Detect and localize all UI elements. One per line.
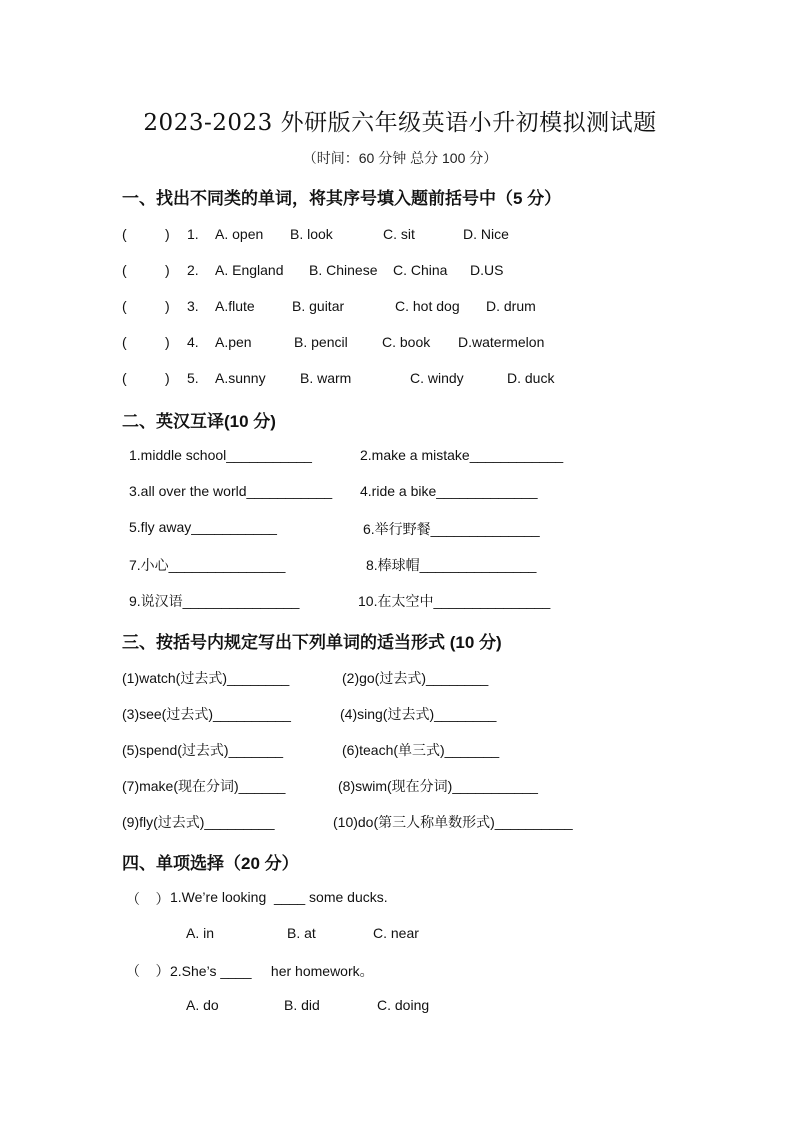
option-b: B. warm: [300, 370, 352, 386]
option-c: C. near: [373, 925, 419, 941]
section-1-heading: 一、找出不同类的单词，将其序号填入题前括号中（5 分）: [122, 189, 562, 208]
translation-item: 6.举行野餐______________: [363, 521, 540, 537]
option-a: A.flute: [215, 298, 255, 314]
answer-paren-open: (: [122, 226, 127, 242]
option-b: B. at: [287, 925, 316, 941]
item-number: 2.: [187, 262, 199, 278]
answer-paren-open: (: [122, 370, 127, 386]
word-form-item: (5)spend(过去式)_______: [122, 742, 284, 758]
answer-paren-open: (: [122, 262, 127, 278]
item-number: 5.: [187, 370, 199, 386]
option-c: C. windy: [410, 370, 464, 386]
word-form-item: (2)go(过去式)________: [342, 670, 489, 686]
question-stem: 2.She’s ____ her homework。: [170, 963, 374, 979]
word-form-item: (8)swim(现在分词)___________: [338, 778, 538, 794]
option-b: B. did: [284, 997, 320, 1013]
word-form-item: (10)do(第三人称单数形式)__________: [333, 814, 573, 830]
option-d: D. drum: [486, 298, 536, 314]
option-c: C. sit: [383, 226, 415, 242]
section-2-heading: 二、英汉互译(10 分): [122, 412, 276, 431]
answer-paren: （ ）: [126, 891, 170, 907]
word-form-item: (6)teach(单三式)_______: [342, 742, 500, 758]
answer-paren: （ ）: [126, 963, 170, 979]
option-c: C. doing: [377, 997, 430, 1013]
answer-paren-open: (: [122, 298, 127, 314]
option-b: B. pencil: [294, 334, 348, 350]
option-a: A. England: [215, 262, 284, 278]
translation-item: 5.fly away___________: [129, 519, 277, 535]
word-form-item: (4)sing(过去式)________: [340, 706, 497, 722]
answer-paren-close: ): [165, 334, 170, 350]
answer-paren-close: ): [165, 262, 170, 278]
question-stem: 1.We’re looking ____ some ducks.: [170, 889, 388, 905]
option-c: C. China: [393, 262, 448, 278]
translation-item: 4.ride a bike_____________: [360, 483, 538, 499]
option-c: C. hot dog: [395, 298, 460, 314]
option-d: D.watermelon: [458, 334, 545, 350]
section-3-heading: 三、按括号内规定写出下列单词的适当形式 (10 分): [122, 633, 502, 652]
section-4-heading: 四、单项选择（20 分）: [122, 854, 299, 873]
option-a: A. open: [215, 226, 264, 242]
option-b: B. guitar: [292, 298, 345, 314]
option-a: A. do: [186, 997, 219, 1013]
translation-item: 7.小心_______________: [129, 557, 286, 573]
option-b: B. Chinese: [309, 262, 378, 278]
answer-paren-close: ): [165, 298, 170, 314]
word-form-item: (3)see(过去式)__________: [122, 706, 291, 722]
word-form-item: (7)make(现在分词)______: [122, 778, 286, 794]
option-c: C. book: [382, 334, 431, 350]
translation-item: 10.在太空中_______________: [358, 593, 551, 609]
page-title: 2023-2023 外研版六年级英语小升初模拟测试题: [143, 110, 657, 136]
option-d: D. duck: [507, 370, 555, 386]
item-number: 1.: [187, 226, 199, 242]
item-number: 4.: [187, 334, 199, 350]
option-b: B. look: [290, 226, 333, 242]
translation-item: 9.说汉语_______________: [129, 593, 300, 609]
page-subtitle: （时间：60 分钟 总分 100 分）: [302, 150, 498, 166]
item-number: 3.: [187, 298, 199, 314]
answer-paren-open: (: [122, 334, 127, 350]
answer-paren-close: ): [165, 226, 170, 242]
option-a: A.pen: [215, 334, 252, 350]
word-form-item: (1)watch(过去式)________: [122, 670, 290, 686]
option-d: D. Nice: [463, 226, 509, 242]
word-form-item: (9)fly(过去式)_________: [122, 814, 275, 830]
option-a: A. in: [186, 925, 215, 941]
translation-item: 3.all over the world___________: [129, 483, 333, 499]
translation-item: 2.make a mistake____________: [360, 447, 564, 463]
translation-item: 1.middle school___________: [129, 447, 312, 463]
option-d: D.US: [470, 262, 504, 278]
answer-paren-close: ): [165, 370, 170, 386]
option-a: A.sunny: [215, 370, 266, 386]
translation-item: 8.棒球帽_______________: [366, 557, 537, 573]
